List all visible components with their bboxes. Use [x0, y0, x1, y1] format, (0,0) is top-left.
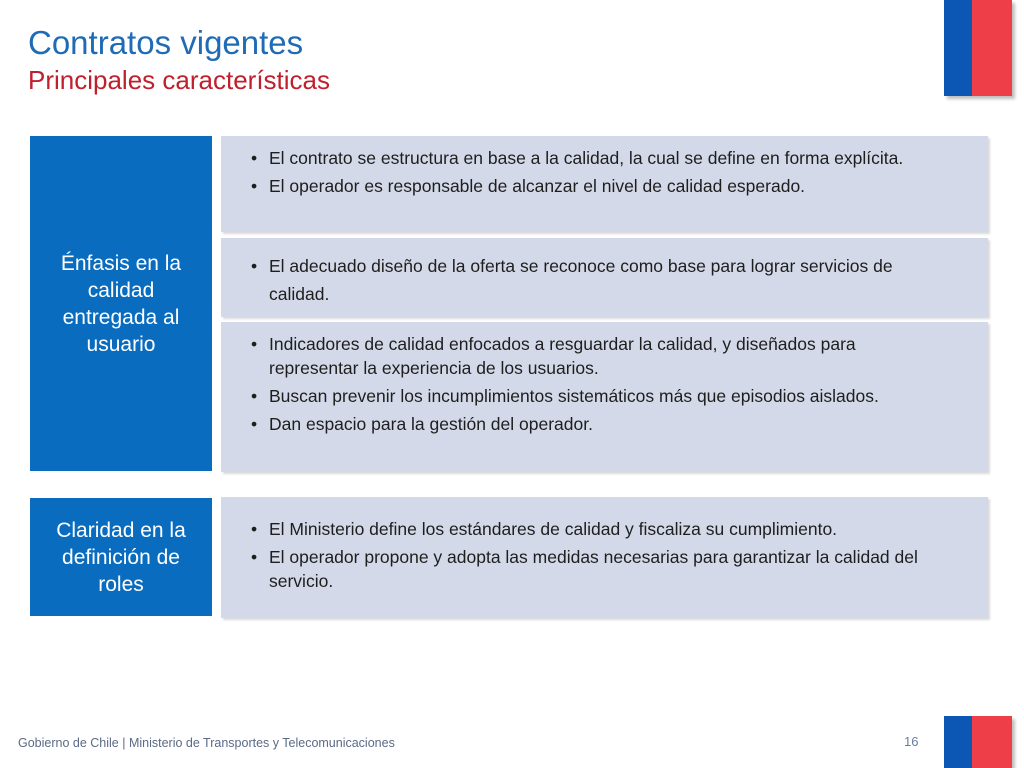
bullet-item: • El operador propone y adopta las medidas necesarias para garantizar la calidad del servicio. [251, 545, 948, 593]
flag-blue-stripe [944, 716, 972, 768]
bullet-list [251, 332, 948, 436]
footer-text: Gobierno de Chile | Ministerio de Transportes y Telecomunicaciones [18, 736, 395, 750]
bullet-item: • Indicadores de calidad enfocados a resguardar la calidad, y diseñados para representar la experiencia de los usuarios. [251, 332, 948, 380]
bullet-item: • Buscan prevenir los incumplimientos sistemáticos más que episodios aislados. [251, 384, 948, 408]
chile-flag-logo [944, 0, 1012, 96]
bullet-list [251, 517, 948, 593]
bullet-item: • El adecuado diseño de la oferta se reconoce como base para lograr servicios de calidad. [251, 252, 948, 308]
bullet-item: • El operador es responsable de alcanzar el nivel de calidad esperado. [251, 174, 948, 198]
bullet-list [251, 146, 948, 198]
content-box-indicadores [221, 322, 988, 472]
flag-red-stripe [972, 716, 1012, 768]
chile-flag-footer-logo [944, 716, 1012, 768]
bullet-item: • El contrato se estructura en base a la calidad, la cual se define en forma explícita. [251, 146, 948, 170]
slide-subtitle: Principales características [28, 65, 330, 95]
bullet-item: • Dan espacio para la gestión del operador. [251, 412, 948, 436]
slide-title: Contratos vigentes [28, 24, 304, 61]
content-box-estructura [221, 136, 988, 232]
flag-blue-stripe [944, 0, 972, 96]
section-label-calidad: Énfasis en la calidad entregada al usuario [30, 136, 212, 471]
section-label-roles: Claridad en la definición de roles [30, 498, 212, 616]
page-number: 16 [904, 734, 919, 749]
flag-red-stripe [972, 0, 1012, 96]
bullet-item: • El Ministerio define los estándares de calidad y fiscaliza su cumplimiento. [251, 517, 948, 541]
content-box-diseno-oferta [221, 238, 988, 317]
bullet-list [251, 252, 948, 308]
content-box-roles [221, 497, 988, 618]
